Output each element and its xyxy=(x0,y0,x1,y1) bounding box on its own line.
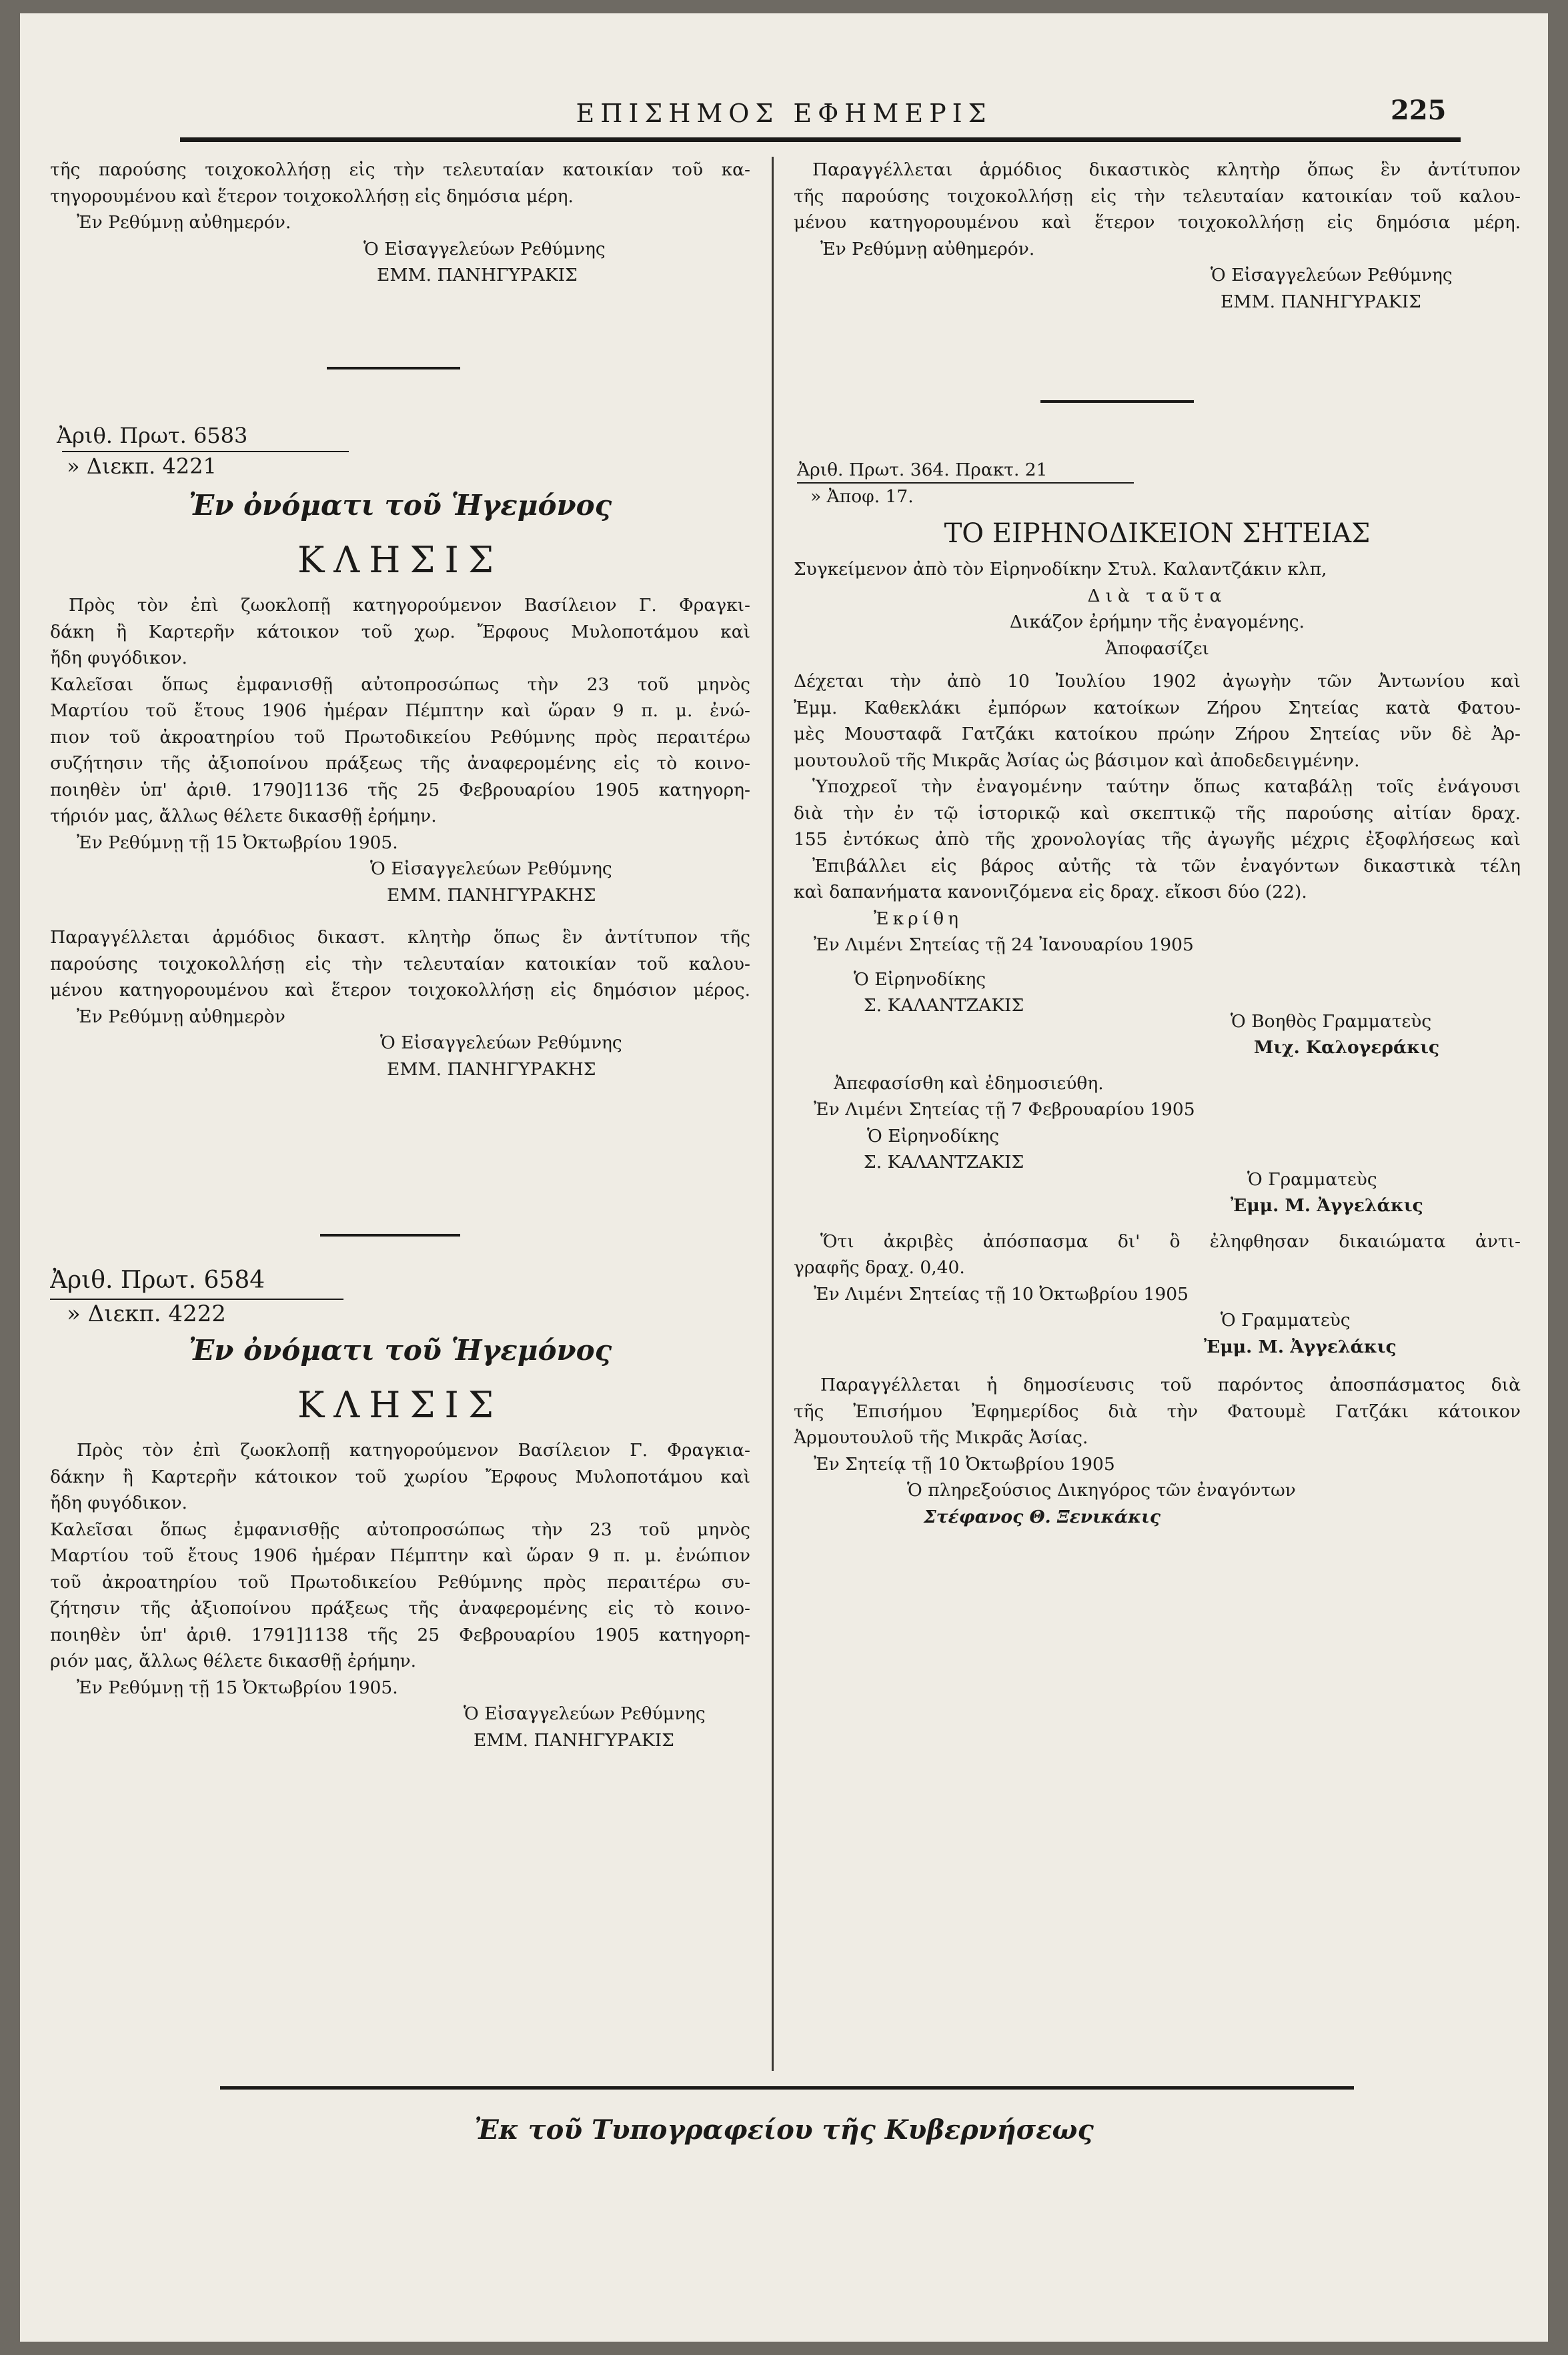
body-line: Μαρτίου τοῦ ἔτους 1906 ἡμέραν Πέμπτην καὶ ὥραν 9 π. μ. ἐνώπιον xyxy=(50,1545,750,1566)
body-line: πιον τοῦ ἀκροατηρίου τοῦ Πρωτοδικείου Ρεθύμνης πρὸς περαιτέρω xyxy=(50,726,750,748)
date-line: Ἐν Ρεθύμνῃ τῇ 15 Ὀκτωβρίου 1905. xyxy=(77,1677,398,1698)
decision-line: Ἐμμ. Καθεκλάκι ἐμπόρων κατοίκων Ζήρου Σητείας κατὰ Φατου- xyxy=(794,697,1521,718)
summons-2 xyxy=(50,1264,750,1753)
protocol-underline xyxy=(797,482,1134,484)
dia-tauta: Διὰ ταῦτα xyxy=(1087,585,1227,606)
body-line: Πρὸς τὸν ἐπὶ ζωοκλοπῇ κατηγορούμενον Βασίλειον Γ. Φραγκι- xyxy=(69,595,750,616)
date-line: Ἐν Λιμένι Σητείας τῇ 7 Φεβρουαρίου 1905 xyxy=(814,1099,1195,1120)
body-line: ἤδη φυγόδικον. xyxy=(50,648,187,668)
signature-name: ΕΜΜ. ΠΑΝΗΓΥΡΑΚΙΣ xyxy=(377,265,578,285)
page-number: 225 xyxy=(1391,95,1447,126)
notice-line: Παραγγέλλεται ἁρμόδιος δικαστικὸς κλητὴρ ὅπως ἓν ἀντίτυπον xyxy=(812,159,1521,180)
lawyer-role: Ὁ πληρεξούσιος Δικηγόρος τῶν ἐναγόντων xyxy=(907,1480,1296,1501)
secretary-name: Ἐμμ. Μ. Ἀγγελάκις xyxy=(1231,1195,1423,1216)
judge-role: Ὁ Εἰρηνοδίκης xyxy=(867,1125,1000,1146)
assistant-role: Ὁ Βοηθὸς Γραμματεὺς xyxy=(1231,1010,1432,1032)
body-line: συζήτησιν τῆς ἀξιοποίνου πράξεως τῆς ἀναφερομένης εἰς τὸ κοινο- xyxy=(50,753,750,774)
left-column xyxy=(50,157,750,289)
judgment-mode: Δικάζον ἐρήμην τῆς ἐναγομένης. xyxy=(1009,612,1305,632)
summons-kind: ΚΛΗΣΙΣ xyxy=(297,1384,504,1426)
date-line: Ἐν Λιμένι Σητείας τῇ 24 Ἰανουαρίου 1905 xyxy=(814,934,1194,955)
summons-1 xyxy=(50,420,750,1082)
signature-name: ΕΜΜ. ΠΑΝΗΓΥΡΑΚΙΣ xyxy=(474,1729,674,1751)
summons-heading: Ἐν ὀνόματι τοῦ Ἡγεμόνος xyxy=(188,1334,612,1367)
body-line: τήριόν μας, ἄλλως θέλετε δικασθῇ ἐρήμην. xyxy=(50,806,437,826)
copy-note-line: γραφῆς δραχ. 0,40. xyxy=(794,1257,965,1278)
decision-line: Ἐπιβάλλει εἰς βάρος αὐτῆς τὰ τῶν ἐναγόντων δικαστικὰ τέλη xyxy=(812,855,1521,876)
printer-imprint: Ἐκ τοῦ Τυπογραφείου τῆς Κυβερνήσεως xyxy=(474,2114,1094,2146)
copy-note-line: Ὅτι ἀκριβὲς ἀπόσπασμα δι' ὃ ἐληφθησαν δικαιώματα ἀντι- xyxy=(820,1231,1521,1252)
dispatch-number: » Διεκπ. 4221 xyxy=(67,454,217,479)
notice-line: τῆς παρούσης τοιχοκολλήσῃ εἰς τὴν τελευταίαν κατοικίαν τοῦ καλου- xyxy=(794,185,1521,207)
signature-name: ΕΜΜ. ΠΑΝΗΓΥΡΑΚΗΣ xyxy=(387,1058,596,1080)
ekrithi: Ἐκρίθη xyxy=(874,908,962,929)
right-column-notice xyxy=(794,157,1521,315)
header-rule xyxy=(180,137,1461,142)
decision-number: » Ἀποφ. 17. xyxy=(810,486,914,507)
publish-order-line: Ἀρμουτουλοῦ τῆς Μικρᾶς Ἀσίας. xyxy=(794,1427,1088,1448)
body-line: ποιηθὲν ὑπ' ἀριθ. 1791]1138 τῆς 25 Φεβρουαρίου 1905 κατηγορη- xyxy=(50,1624,750,1645)
assistant-name: Μιχ. Καλογεράκις xyxy=(1254,1037,1440,1058)
order-line: Ἐν Ρεθύμνῃ αὐθημερὸν xyxy=(77,1006,285,1027)
decision-line: διὰ τὴν ἐν τῷ ἱστορικῷ καὶ σκεπτικῷ τῆς παρούσης αἰτίαν δραχ. xyxy=(794,802,1521,824)
secretary-name: Ἐμμ. Μ. Ἀγγελάκις xyxy=(1204,1336,1397,1357)
date-line: Ἐν Ρεθύμνῃ τῇ 15 Ὀκτωβρίου 1905. xyxy=(77,832,398,853)
summons-kind: ΚΛΗΣΙΣ xyxy=(297,539,504,581)
order-line: μένου κατηγορουμένου καὶ ἕτερον τοιχοκολλήσῃ εἰς δημόσιον μέρος. xyxy=(50,980,750,1000)
protocol-number: Ἀριθ. Πρωτ. 364. Πρακτ. 21 xyxy=(797,460,1048,480)
separator xyxy=(320,1234,460,1237)
body-line: ἤδη φυγόδικον. xyxy=(50,1493,187,1513)
court-decision xyxy=(794,457,1521,1530)
decides-heading: Ἀποφασίζει xyxy=(1105,638,1209,659)
decision-line: Ὑποχρεοῖ τὴν ἐναγομένην ταύτην ὅπως καταβάλῃ τοῖς ἐνάγουσι xyxy=(812,776,1521,797)
signature-name: ΕΜΜ. ΠΑΝΗΓΥΡΑΚΗΣ xyxy=(387,884,596,906)
signature-role: Ὁ Εἰσαγγελεύων Ρεθύμνης xyxy=(363,238,606,259)
signature-role: Ὁ Εἰσαγγελεύων Ρεθύμνης xyxy=(370,858,612,879)
decision-line: μὲς Μουσταφᾶ Γατζάκι κατοίκου πρώην Ζήρου Σητείας νῦν δὲ Ἀρ- xyxy=(794,724,1521,744)
notice-line: τῆς παρούσης τοιχοκολλήσῃ εἰς τὴν τελευταίαν κατοικίαν τοῦ κα- xyxy=(50,159,750,180)
protocol-underline xyxy=(50,1299,343,1300)
signature-role: Ὁ Εἰσαγγελεύων Ρεθύμνης xyxy=(1211,265,1453,285)
newspaper-title: ΕΠΙΣΗΜΟΣ ΕΦΗΜΕΡΙΣ xyxy=(576,99,992,128)
column-divider xyxy=(772,157,774,2071)
body-line: τοῦ ἀκροατηρίου τοῦ Πρωτοδικείου Ρεθύμνης πρὸς περαιτέρω συ- xyxy=(50,1571,750,1593)
body-line: Καλεῖσαι ὅπως ἐμφανισθῇς αὐτοπροσώπως τὴν 23 τοῦ μηνὸς xyxy=(50,1519,750,1540)
body-line: δάκην ἢ Καρτερῆν κάτοικον τοῦ χωρίου Ἔρφους Μυλοποτάμου καὶ xyxy=(50,1466,750,1487)
body-line: Μαρτίου τοῦ ἔτους 1906 ἡμέραν Πέμπτην καὶ ὥραν 9 π. μ. ἐνώ- xyxy=(50,700,750,721)
publish-order-line: τῆς Ἐπισήμου Ἐφημερίδος διὰ τὴν Φατουμὲ Γατζάκι κάτοικον xyxy=(794,1401,1521,1422)
notice-line: τηγορουμένου καὶ ἕτερον τοιχοκολλήσῃ εἰς δημόσια μέρη. xyxy=(50,185,574,207)
body-line: ποιηθὲν ὑπ' ἀριθ. 1790]1136 τῆς 25 Φεβρουαρίου 1905 κατηγορη- xyxy=(50,779,750,800)
date-line: Ἐν Σητείᾳ τῇ 10 Ὀκτωβρίου 1905 xyxy=(814,1453,1115,1475)
judge-name: Σ. ΚΑΛΑΝΤΖΑΚΙΣ xyxy=(864,995,1024,1016)
protocol-underline xyxy=(62,451,349,452)
decision-line: 155 ἐντόκως ἀπὸ τῆς χρονολογίας τῆς ἀγωγῆς μέχρις ἐξοφλήσεως καὶ xyxy=(794,829,1521,850)
separator xyxy=(1040,400,1194,403)
separator xyxy=(327,367,460,369)
decision-line: μουτουλοῦ τῆς Μικρᾶς Ἀσίας ὡς βάσιμον καὶ ἀποδεδειγμένην. xyxy=(794,750,1360,771)
body-line: Πρὸς τὸν ἐπὶ ζωοκλοπῇ κατηγορούμενον Βασίλειον Γ. Φραγκια- xyxy=(77,1440,750,1461)
decision-line: Δέχεται τὴν ἀπὸ 10 Ἰουλίου 1902 ἀγωγὴν τῶν Ἀντωνίου καὶ xyxy=(794,671,1521,692)
judge-name: Σ. ΚΑΛΑΝΤΖΑΚΙΣ xyxy=(864,1152,1024,1172)
notice-line: Ἐν Ρεθύμνῃ αὐθημερόν. xyxy=(77,212,291,233)
dispatch-number: » Διεκπ. 4222 xyxy=(67,1301,226,1327)
decision-line: καὶ δαπανήματα κανονιζόμενα εἰς δραχ. εἴκοσι δύο (22). xyxy=(794,882,1307,902)
newspaper-page xyxy=(20,13,1548,2342)
summons-heading: Ἐν ὀνόματι τοῦ Ἡγεμόνος xyxy=(188,489,612,522)
protocol-number: Ἀριθ. Πρωτ. 6584 xyxy=(50,1267,265,1294)
publish-order-line: Παραγγέλλεται ἡ δημοσίευσις τοῦ παρόντος ἀποσπάσματος διὰ xyxy=(820,1375,1521,1395)
secretary-role: Ὁ Γραμματεὺς xyxy=(1221,1310,1351,1331)
published-line: Ἀπεφασίσθη καὶ ἐδημοσιεύθη. xyxy=(834,1072,1104,1094)
date-line: Ἐν Λιμένι Σητείας τῇ 10 Ὀκτωβρίου 1905 xyxy=(814,1283,1189,1305)
judge-role: Ὁ Εἰρηνοδίκης xyxy=(854,968,986,990)
protocol-number: Ἀριθ. Πρωτ. 6583 xyxy=(57,423,248,448)
signature-role: Ὁ Εἰσαγγελεύων Ρεθύμνης xyxy=(464,1703,706,1724)
signature-role: Ὁ Εἰσαγγελεύων Ρεθύμνης xyxy=(380,1032,622,1053)
signature-name: ΕΜΜ. ΠΑΝΗΓΥΡΑΚΙΣ xyxy=(1221,291,1421,312)
order-line: παρούσης τοιχοκολλήσῃ εἰς τὴν τελευταίαν κατοικίαν τοῦ καλου- xyxy=(50,953,750,974)
body-line: ζήτησιν τῆς ἀξιοποίνου πράξεως τῆς ἀναφερομένης εἰς τὸ κοινο- xyxy=(50,1598,750,1619)
body-line: Καλεῖσαι ὅπως ἐμφανισθῇ αὐτοπροσώπως τὴν 23 τοῦ μηνὸς xyxy=(50,674,750,695)
secretary-role: Ὁ Γραμματεὺς xyxy=(1247,1168,1377,1190)
court-composition: Συγκείμενον ἀπὸ τὸν Εἰρηνοδίκην Στυλ. Καλαντζάκιν κλπ, xyxy=(794,559,1327,580)
body-line: δάκη ἢ Καρτερῆν κάτοικον τοῦ χωρ. Ἔρφους Μυλοποτάμου καὶ xyxy=(50,621,750,642)
court-title: ΤΟ ΕΙΡΗΝΟΔΙΚΕΙΟΝ ΣΗΤΕΙΑΣ xyxy=(944,518,1371,549)
order-line: Παραγγέλλεται ἁρμόδιος δικαστ. κλητὴρ ὅπως ἓν ἀντίτυπον τῆς xyxy=(50,927,750,948)
notice-line: Ἐν Ρεθύμνῃ αὐθημερόν. xyxy=(820,238,1035,259)
body-line: ριόν μας, ἄλλως θέλετε δικασθῇ ἐρήμην. xyxy=(50,1651,417,1671)
notice-line: μένου κατηγορουμένου καὶ ἕτερον τοιχοκολλήσῃ εἰς δημόσια μέρη. xyxy=(794,212,1521,233)
lawyer-name: Στέφανος Θ. Ξενικάκις xyxy=(924,1506,1161,1527)
footer-rule xyxy=(220,2086,1354,2090)
